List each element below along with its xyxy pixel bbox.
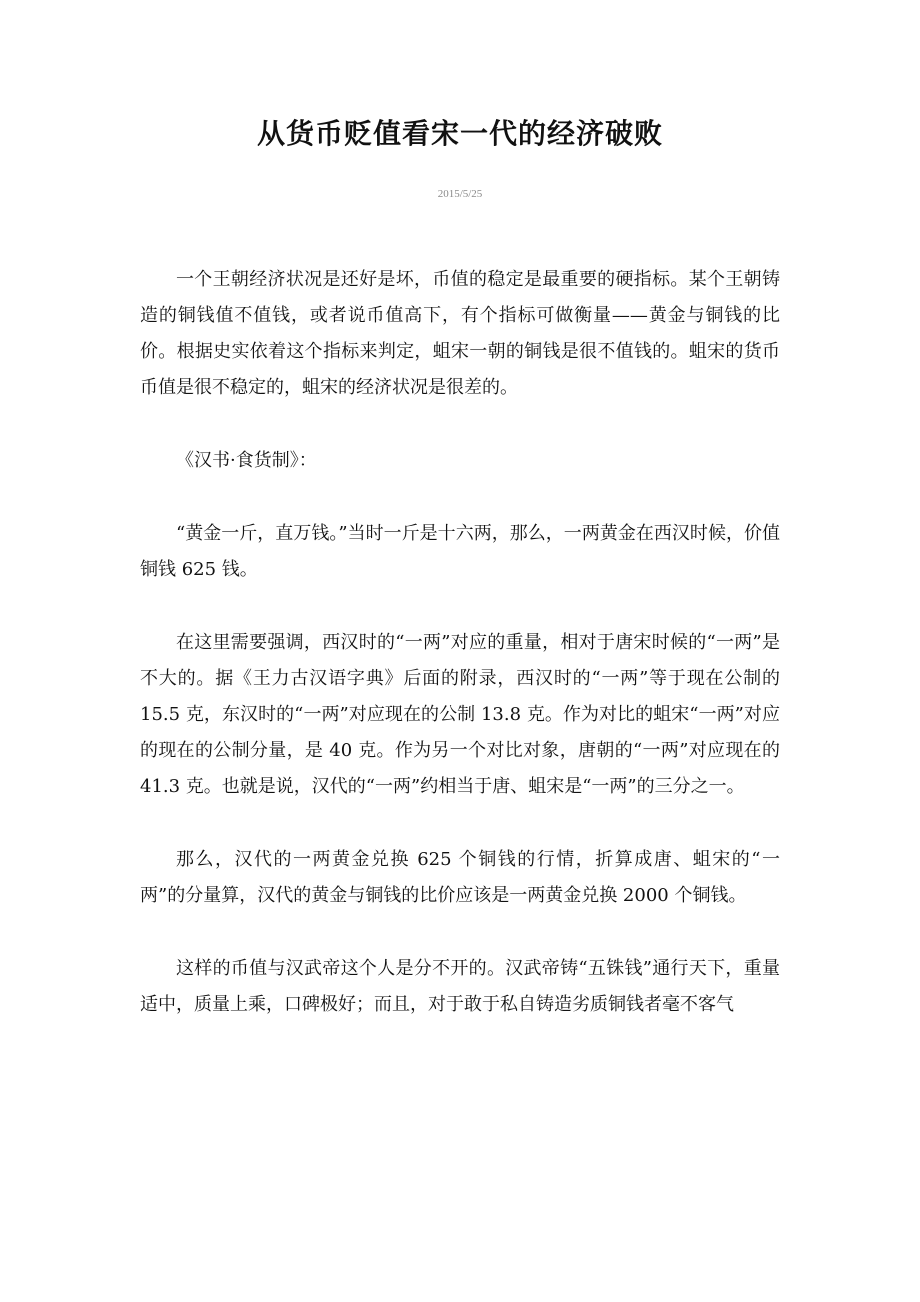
paragraph: 《汉书·食货制》： (176, 450, 317, 471)
publish-date: 2015/5/25 (437, 188, 483, 200)
document-title: 从货币贬值看宋一代的经济破败 (256, 117, 663, 150)
article-body (140, 262, 780, 1060)
paragraph: “黄金一斤，直万钱。”当时一斤是十六两，那么，一两黄金在西汉时候，价值铜钱 625 钱。 (140, 523, 780, 580)
paragraph: 一个王朝经济状况是还好是坏，币值的稳定是最重要的硬指标。某个王朝铸造的铜钱值不值钱，或者说币值高下，有个指标可做衡量——黄金与铜钱的比价。根据史实依着这个指标来判定，蛆宋一朝的铜钱是很不值钱的。蛆宋的货币币值是很不稳定的，蛆宋的经济状况是很差的。 (140, 269, 780, 398)
paragraph: 那么，汉代的一两黄金兑换 625 个铜钱的行情，折算成唐、蛆宋的“一两”的分量算，汉代的黄金与铜钱的比价应该是一两黄金兑换 2000 个铜钱。 (140, 849, 780, 906)
paragraph: 这样的币值与汉武帝这个人是分不开的。汉武帝铸“五铢钱”通行天下，重量适中，质量上乘，口碑极好；而且，对于敢于私自铸造劣质铜钱者毫不客气 (140, 958, 780, 1015)
paragraph: 在这里需要强调，西汉时的“一两”对应的重量，相对于唐宋时候的“一两”是不大的。据《王力古汉语字典》后面的附录，西汉时的“一两”等于现在公制的 15.5 克，东汉时的“一两”对应现在的公制 13.8 克。作为对比的蛆宋“一两”对应的现在的公制分量，是 40 克。作为另一个对比对象，唐朝的“一两”对应现在的 41.3 克。也就是说，汉代的“一两”约相当于唐、蛆宋是“一两”的三分之一。 (140, 632, 780, 797)
